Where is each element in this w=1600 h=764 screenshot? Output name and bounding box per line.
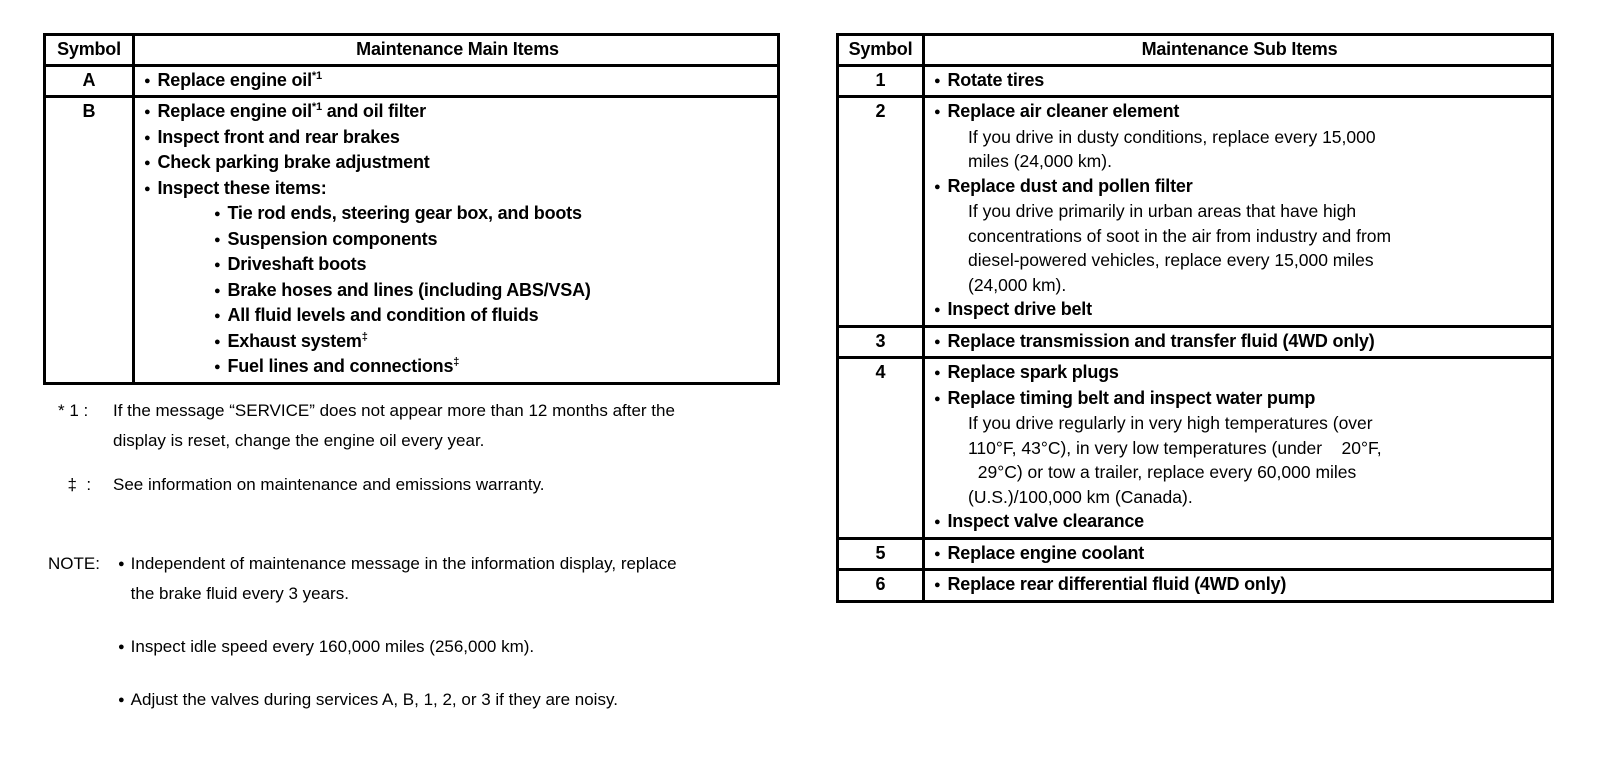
items-cell — [925, 67, 1551, 96]
item-text: Replace air cleaner element — [947, 101, 1180, 121]
item-text: Fuel lines and connections — [227, 356, 454, 376]
footnote-marker-superscript: *1 — [311, 101, 322, 113]
note-line: Inspect idle speed every 160,000 miles (256,000 km). — [130, 637, 535, 656]
detail-line: If you drive regularly in very high temperatures (over — [968, 413, 1373, 433]
symbol-cell: 3 — [839, 328, 925, 357]
footnote-marker: * 1 : — [58, 401, 89, 420]
bullet-item — [934, 386, 1545, 412]
bullet-icon: ● — [934, 304, 941, 316]
sub-bullet-item — [214, 252, 771, 278]
item-text: Replace engine oil — [157, 101, 312, 121]
detail-line: (U.S.)/100,000 km (Canada). — [968, 486, 1193, 507]
item-text: Replace rear differential fluid (4WD only) — [947, 574, 1287, 594]
symbol-cell: 2 — [839, 98, 925, 325]
bullet-icon: ● — [934, 367, 941, 379]
item-text: Replace engine coolant — [947, 542, 1145, 563]
symbol-column-header: Symbol — [46, 36, 135, 64]
symbol-column-header: Symbol — [839, 36, 925, 64]
item-text: Replace spark plugs — [947, 362, 1119, 382]
item-text: Brake hoses and lines (including ABS/VSA) — [227, 279, 591, 300]
bullet-item — [934, 99, 1545, 125]
items-cell — [925, 98, 1551, 325]
detail-block — [968, 199, 1545, 297]
bullet-icon: ● — [118, 558, 125, 570]
detail-line: diesel-powered vehicles, replace every 15,000 miles — [968, 250, 1374, 270]
footnote-text — [113, 396, 675, 456]
items-cell — [925, 328, 1551, 357]
table-row — [46, 64, 777, 96]
detail-block — [968, 411, 1545, 509]
detail-line: If you drive primarily in urban areas that have high — [968, 201, 1357, 221]
bullet-icon: ● — [214, 233, 221, 246]
bullet-item — [934, 360, 1545, 386]
bullet-item — [934, 572, 1545, 598]
detail-block — [968, 125, 1545, 174]
bullet-icon: ● — [934, 335, 941, 348]
item-text: Replace timing belt and inspect water pump — [947, 387, 1316, 408]
item-text: Inspect valve clearance — [947, 511, 1144, 531]
note-line: Adjust the valves during services A, B, 1, 2, or 3 if they are noisy. — [130, 690, 618, 709]
item-text: Exhaust system — [227, 330, 362, 351]
bullet-icon: ● — [214, 284, 221, 297]
note-section — [48, 549, 677, 715]
note-bullet-text — [131, 685, 618, 715]
sub-bullet-item — [214, 354, 771, 380]
item-text: All fluid levels and condition of fluids — [227, 305, 539, 325]
item-text: Replace transmission and transfer fluid (4WD only) — [947, 330, 1375, 351]
item-text: Replace dust and pollen filter — [947, 175, 1193, 196]
bullet-icon: ● — [144, 106, 151, 118]
note-bullet — [118, 685, 677, 715]
bullet-item — [144, 99, 771, 125]
sub-bullet-item — [214, 278, 771, 304]
table-header-row — [839, 36, 1551, 64]
bullet-item — [144, 150, 771, 176]
footnote — [58, 470, 675, 500]
table-row — [839, 95, 1551, 325]
sub-bullet-item — [214, 201, 771, 227]
symbol-cell: 4 — [839, 359, 925, 537]
item-text: Suspension components — [227, 228, 438, 249]
bullet-item — [144, 176, 771, 202]
bullet-item — [144, 68, 771, 94]
footnote-marker-superscript: ‡ — [361, 330, 368, 343]
item-text: Inspect front and rear brakes — [157, 126, 400, 147]
item-text: Check parking brake adjustment — [157, 152, 430, 172]
table-header-row — [46, 36, 777, 64]
detail-line: 110°F, 43°C), in very low temperatures (under 20°F, — [968, 437, 1382, 458]
table-row — [839, 325, 1551, 357]
bullet-icon: ● — [934, 74, 941, 87]
item-text: Inspect these items: — [157, 177, 327, 198]
detail-line: miles (24,000 km). — [968, 151, 1112, 171]
bullet-icon: ● — [214, 335, 221, 348]
items-cell — [925, 359, 1551, 537]
bullet-icon: ● — [214, 259, 221, 271]
bullet-icon: ● — [144, 157, 151, 169]
symbol-cell: 1 — [839, 67, 925, 96]
footnotes-section — [58, 396, 675, 500]
footnote-line: See information on maintenance and emissions warranty. — [113, 475, 545, 494]
symbol-cell: B — [46, 98, 135, 382]
table-row — [839, 568, 1551, 600]
note-bullet-text — [131, 632, 535, 662]
footnote-line: display is reset, change the engine oil every year. — [113, 431, 485, 450]
footnote — [58, 396, 675, 456]
sub-bullet-item — [214, 303, 771, 329]
bullet-icon: ● — [214, 361, 221, 373]
footnote-line: If the message “SERVICE” does not appear more than 12 months after the — [113, 401, 675, 420]
item-text: Rotate tires — [947, 69, 1045, 90]
items-cell — [925, 571, 1551, 600]
bullet-icon: ● — [118, 694, 125, 706]
note-line: the brake fluid every 3 years. — [130, 584, 349, 603]
sub-bullet-item — [214, 329, 771, 355]
maintenance-sub-items-table — [836, 33, 1554, 603]
bullet-icon: ● — [934, 180, 941, 193]
main-items-column-header: Maintenance Main Items — [356, 39, 559, 59]
note-line: Independent of maintenance message in the information display, replace — [130, 554, 677, 573]
detail-line: (24,000 km). — [968, 274, 1067, 295]
detail-line: concentrations of soot in the air from industry and from — [968, 225, 1392, 246]
bullet-icon: ● — [118, 641, 125, 653]
detail-line: If you drive in dusty conditions, replace every 15,000 — [968, 126, 1376, 147]
bullet-icon: ● — [144, 131, 151, 144]
table-row — [46, 95, 777, 382]
items-cell — [135, 98, 777, 382]
bullet-item — [934, 68, 1545, 94]
bullet-icon: ● — [214, 310, 221, 322]
footnote-marker-superscript: *1 — [311, 69, 322, 82]
bullet-icon: ● — [934, 106, 941, 118]
bullet-item — [934, 509, 1545, 535]
symbol-cell: 5 — [839, 540, 925, 569]
detail-line: 29°C) or tow a trailer, replace every 60,000 miles — [968, 462, 1357, 482]
symbol-cell: A — [46, 67, 135, 96]
note-label: NOTE: — [48, 554, 100, 573]
footnote-text — [113, 470, 545, 500]
items-cell — [925, 540, 1551, 569]
bullet-item — [934, 541, 1545, 567]
bullet-icon: ● — [934, 547, 941, 560]
symbol-cell: 6 — [839, 571, 925, 600]
footnote-marker: ‡ : — [58, 475, 92, 494]
item-text: Tie rod ends, steering gear box, and boots — [227, 203, 582, 223]
item-text: Inspect drive belt — [947, 299, 1092, 319]
note-bullet — [118, 549, 677, 609]
bullet-icon: ● — [934, 392, 941, 405]
items-cell — [135, 67, 777, 96]
item-text-continued: and oil filter — [321, 101, 426, 121]
footnote-marker-superscript: ‡ — [453, 356, 460, 368]
note-bullet-text — [131, 549, 677, 609]
table-row — [839, 537, 1551, 569]
bullet-icon: ● — [934, 516, 941, 528]
bullet-item — [934, 174, 1545, 200]
sub-bullet-item — [214, 227, 771, 253]
item-text: Driveshaft boots — [227, 254, 367, 274]
maintenance-main-items-table — [43, 33, 780, 385]
bullet-item — [144, 125, 771, 151]
item-text: Replace engine oil — [157, 69, 312, 90]
note-bullets — [118, 549, 677, 715]
bullet-icon: ● — [144, 182, 151, 195]
bullet-icon: ● — [934, 579, 941, 591]
bullet-item — [934, 297, 1545, 323]
bullet-icon: ● — [214, 208, 221, 220]
bullet-item — [934, 329, 1545, 355]
note-bullet — [118, 632, 677, 662]
table-row — [839, 356, 1551, 537]
sub-items-column-header: Maintenance Sub Items — [1141, 39, 1338, 59]
table-row — [839, 64, 1551, 96]
bullet-icon: ● — [144, 74, 151, 87]
